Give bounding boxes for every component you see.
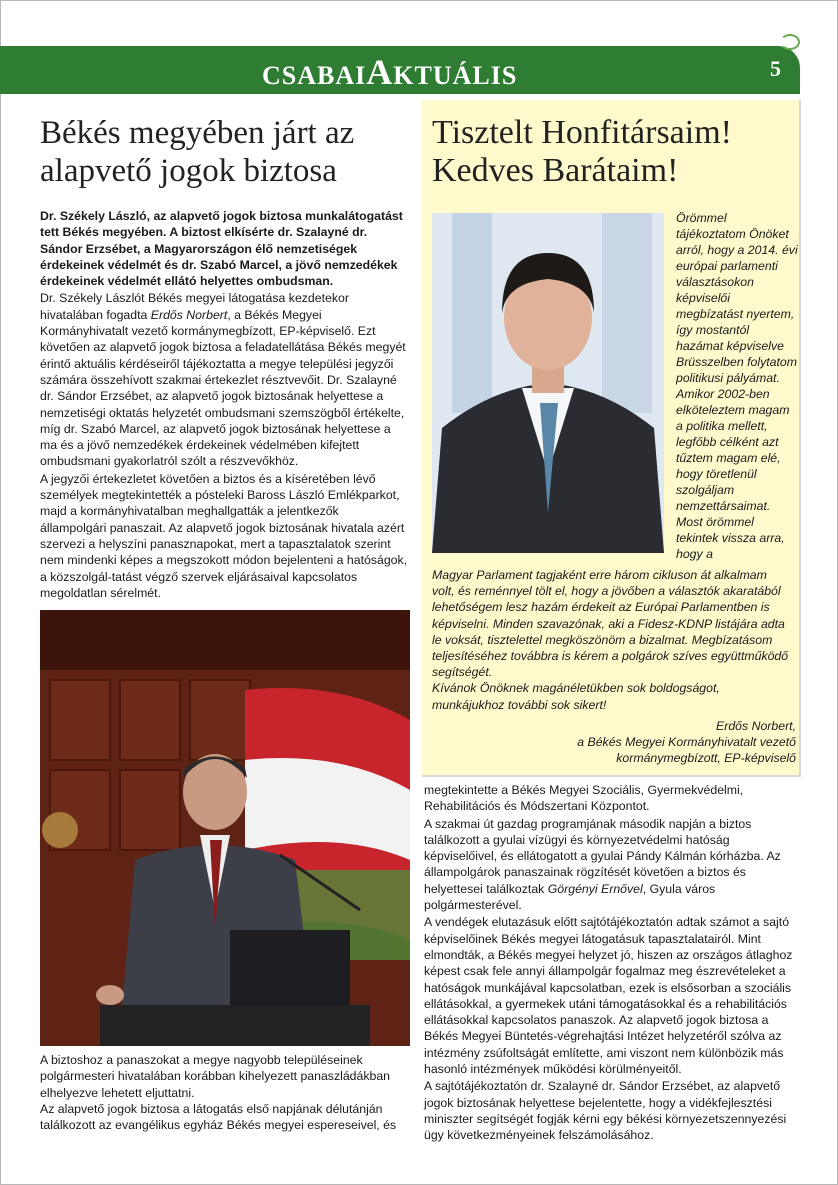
letter-bottom-text	[432, 567, 792, 713]
letter-title: Tisztelt Honfitársaim! Kedves Barátaim!	[432, 114, 732, 189]
portrait-illustration	[432, 213, 664, 553]
paragraph	[40, 290, 408, 469]
page-number: 5	[770, 56, 781, 81]
paragraph	[424, 816, 796, 914]
paragraph: A jegyzői értekezletet követően a biztos és a kíséretében lévő személyek megtekintették a pósteleki Baross László Emlékparkot, majd a kormányhivatalban meghallgatták a jelentkezők állampolgári panaszait. Az alapvető jogok biztosának hivatala azért szervezi a helyszíni panasznapokat, mert a tapasztalatok szerint nem mindenki képes a megszokott módon bejelenteni a hatóságok, a közszolgál-tatást végző szervek eljárásaival kapcsolatos megoldatlan sérelmét.	[40, 471, 408, 600]
magazine-title	[262, 46, 517, 94]
swirl-icon	[780, 34, 800, 50]
brand-big-letter: A	[366, 52, 394, 92]
letter-signature	[540, 718, 796, 766]
paragraph: Az alapvető jogok biztosa a látogatás első napjának délutánján találkozott az evangélikus egyház Békés megyei espereseivel, és	[40, 1101, 397, 1133]
portrait-photo	[432, 213, 664, 553]
left-article-continued	[40, 1052, 408, 1133]
paragraph: A vendégek elutazásuk előtt sajtótájékoztatón adtak számot a sajtó képviselőinek Békés megyei látogatásuk tapasztalatairól. Mint elmondták, a Békés megyei helyzet jó, hiszen az országos átlaghoz képest csak fele annyi állampolgár fogalmaz meg észrevételeket a hatóságok munkájával kapcsolatban, ezek is elsősorban a szociális ellátásokkal, a gyermekek utáni támogatásokkal és a rehabilitációs ellátásokkal kapcsolatos panaszok. Az alapvető jogok biztosa a Békés Megyei Büntetés-végrehajtási Intézet helyzetéről szólva az intézmény zsúfoltságát említette, ami viszont nem különbözik más hasonló intézmények működési körülményeitől.	[424, 915, 793, 1077]
person-name: Görgényi Ernővel	[547, 881, 643, 896]
letter-paragraph: Kívánok Önöknek magánéletükben sok boldogságot, munkájukhoz további sok sikert!	[432, 681, 720, 712]
person-name: Erdős Norbert	[150, 307, 228, 322]
text-span: Dr. Székely Lászlót Békés megyei látogatása kezdetekor hivatalában fogadta	[40, 291, 349, 322]
brand-part-1: CSABAI	[262, 61, 367, 90]
right-article-body	[424, 782, 796, 1145]
left-article-body	[40, 208, 408, 602]
paragraph: A biztoshoz a panaszokat a megye nagyobb településeinek polgármesteri hivatalában korábban kihelyezett panaszládákban elhelyezve lehetett eljuttatni.	[40, 1053, 391, 1100]
signature-name: Erdős Norbert,	[716, 719, 796, 733]
letter-paragraph: Magyar Parlament tagjaként erre három cikluson át alkalmam volt, és reménnyel tölt el, hogy a jövőben a választók akaratából lehetőségem lesz hazám érdekeit az Európai Parlamentben is képviselni. Minden szavazónak, aki a Fidesz-KDNP listájára adta le voksát, tisztelettel megköszönöm a bizalmat. Megbízatásom teljesítéséhez továbbra is kérem a polgárok szíves együttműködő segítségét.	[432, 568, 789, 680]
lead-paragraph: Dr. Székely László, az alapvető jogok biztosa munkalátogatást tett Békés megyében. A biztost elkísérte dr. Szalayné dr. Sándor Erzsébet, a Magyarországon élő nemzetiségek érdekeinek védelmét és dr. Szabó Marcel, a jövő nemzedékek érdekeinek védelmét ellátó helyettes ombudsman.	[40, 209, 403, 289]
left-article-title: Békés megyében járt az alapvető jogok biztosa	[40, 115, 355, 189]
text-span: A szakmai út gazdag programjának második napján a biztos találkozott a gyulai vízügyi és környezetvédelmi hatóság képviselőivel, és ellátogatott a gyulai Pándy Kálmán kórházba. Az állampolgárok panaszainak rögzítését követően a biztos és helyettesei találkoztak	[424, 816, 781, 896]
paragraph: A sajtótájékoztatón dr. Szalayné dr. Sándor Erzsébet, az alapvető jogok biztosának helyettese bejelentette, hogy a vidékfejlesztési miniszter segítségét fogják kérni egy békési környezetszennyezési ügy következményeinek felszámolásához.	[424, 1079, 787, 1143]
letter-side-text: Örömmel tájékoztatom Önöket arról, hogy a 2014. évi európai parlamenti választásokon képviselői megbízatást nyertem, így mostantól hazámat képviselve Brüsszelben folytatom politikusi pályámat. Amikor 2002-ben elköteleztem magam a politika mellett, legfőbb célként azt tűztem magam elé, hogy töretlenül szolgáljam nemzettársaimat. Most örömmel tekintek vissza arra, hogy a	[676, 211, 798, 561]
text-span: , Gyula város polgármesterével.	[424, 881, 716, 913]
brand-part-2: KTUÁLIS	[393, 61, 518, 90]
photo-speaker-podium	[40, 610, 410, 1046]
text-span: , a Békés Megyei Kormányhivatalt vezető kormánymegbízott, EP-képviselő. Ezt követően az alapvető jogok biztosa a feladatellátása Békés megyét érintő aktuális kérdéseiről tájékoztatta a megye települési jegyzői számára összehívott szakmai értekezlet résztvevőit. Dr. Szalayné dr. Sándor Erzsébet, az alapvető jogok biztosának helyettese a nemzetiségi oktatás helyzetét ombudsmani szemszögből értékelte, míg dr. Szabó Marcel, az alapvető jogok biztosának helyettese a ma és a jövő nemzedékek érdekeinek védelmében kifejtett ombudsmani gyakorlatról szólt a részvevőkhöz.	[40, 307, 406, 469]
signature-role: a Békés Megyei Kormányhivatalt vezető kormánymegbízott, EP-képviselő	[577, 735, 796, 765]
paragraph: megtekintette a Békés Megyei Szociális, Gyermekvédelmi, Rehabilitációs és Módszertani Központot.	[424, 783, 744, 814]
photo-illustration	[40, 610, 410, 1046]
